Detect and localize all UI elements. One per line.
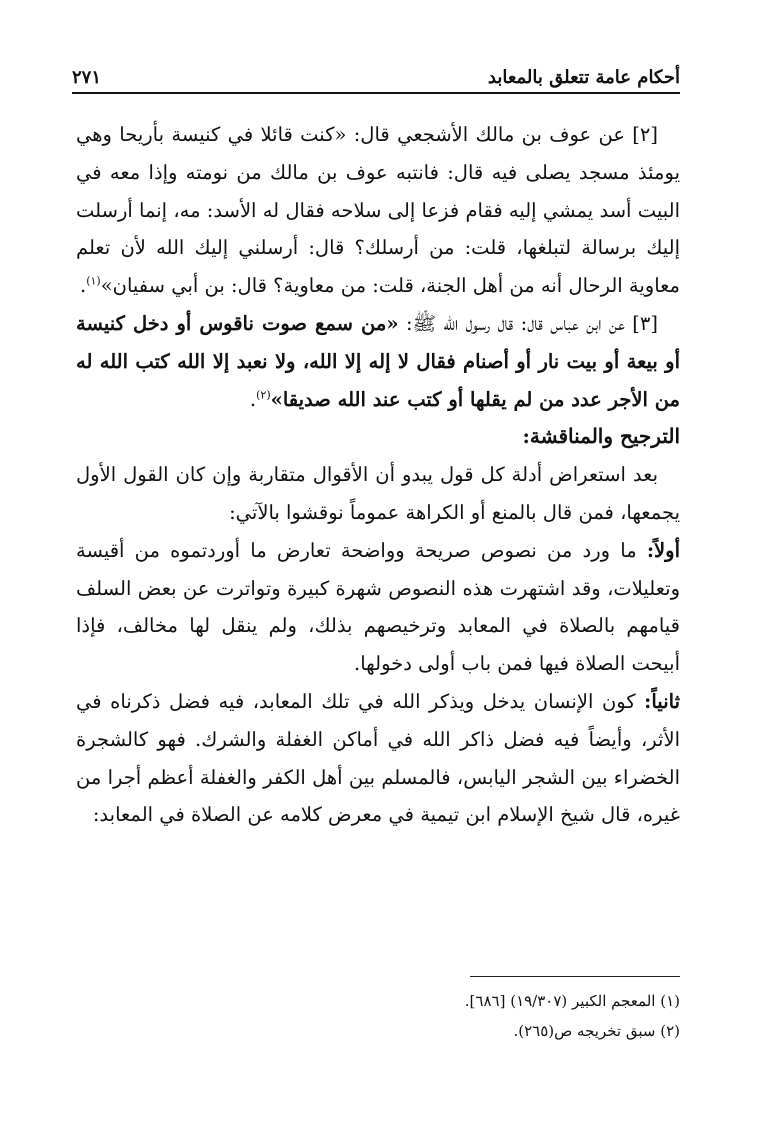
hadith-2-end: . (80, 274, 87, 298)
paragraph-hadith-3 (76, 305, 680, 418)
running-title: أحكام عامة تتعلق بالمعابد (487, 67, 680, 88)
hadith-3-intro: [٣] عن ابن عباس قال: قال رسول الله ﷺ: (398, 311, 659, 335)
second-point-text: كون الإنسان يدخل ويذكر الله في تلك المعابد، فيه فضل ذكرناه في الأثر، وأيضاً فيه فضل ذاكر الله في أماكن الغفلة والشرك. فهو كالشجرة الخضراء بين الشجر اليابس، فالمسلم بين أهل الكفر والغفلة أعظم أجرا من غيره، قال شيخ الإسلام ابن تيمية في معرض كلامه عن الصلاة في المعابد: (76, 689, 680, 827)
footnote-1: (١) المعجم الكبير (١٩/٣٠٧) [٦٨٦]. (464, 992, 680, 1010)
footnotes (76, 986, 680, 1046)
page-header (72, 62, 680, 88)
section-heading: الترجيح والمناقشة: (522, 424, 680, 449)
footnote-ref-1: (١) (86, 274, 101, 288)
hadith-3-quote: «من سمع صوت ناقوس أو دخل كنيسة أو بيعة أو بيت نار أو أصنام فقال لا إله إلا الله، ولا نعبد إلا الله كتب الله له من الأجر عدد من لم يقلها أو كتب عند الله صديقا» (76, 311, 680, 411)
paragraph-second-point (76, 683, 680, 834)
header-rule (72, 92, 680, 94)
body-text (76, 116, 680, 834)
paragraph-first-point (76, 532, 680, 683)
hadith-2-text: [٢] عن عوف بن مالك الأشجعي قال: «كنت قائلا في كنيسة بأريحا وهي يومئذ مسجد يصلى فيه قال: فانتبه عوف بن مالك من نومته وإذا معه في البيت أسد يمشي إليه فقام فزعا إلى سلاحه فقال له الأسد: مه، إنما أرسلت إليك برسالة لتبلغها، قلت: من أرسلك؟ قال: أرسلني إليك الله لأن تعلم معاوية الرحال أنه من أهل الجنة، قلت: من معاوية؟ قال: بن أبي سفيان» (76, 123, 680, 298)
paragraph-hadith-2 (76, 116, 680, 305)
paragraph-discussion-intro: بعد استعراض أدلة كل قول يبدو أن الأقوال متقاربة وإن كان القول الأول يجمعها، فمن قال بالمنع أو الكراهة عموماً نوقشوا بالآتي: (76, 463, 680, 524)
footnote-ref-2: (٢) (256, 388, 271, 402)
footnote-rule (470, 976, 680, 977)
first-point-text: ما ورد من نصوص صريحة وواضحة تعارض ما أوردتموه من أقيسة وتعليلات، وقد اشتهرت هذه النصوص شهرة كبيرة وتواترت عن بعض السلف قيامهم بالصلاة في المعابد وترخيصهم بذلك، ولم ينقل لها مخالف، فإذا أبيحت الصلاة فيها فمن باب أولى دخولها. (76, 538, 680, 676)
page-number: ٢٧١ (72, 67, 102, 88)
first-point-label: أولاً: (646, 538, 680, 562)
second-point-label: ثانياً: (644, 689, 680, 713)
hadith-3-end: . (249, 387, 257, 411)
footnote-2: (٢) سبق تخريجه ص(٢٦٥). (513, 1022, 680, 1040)
